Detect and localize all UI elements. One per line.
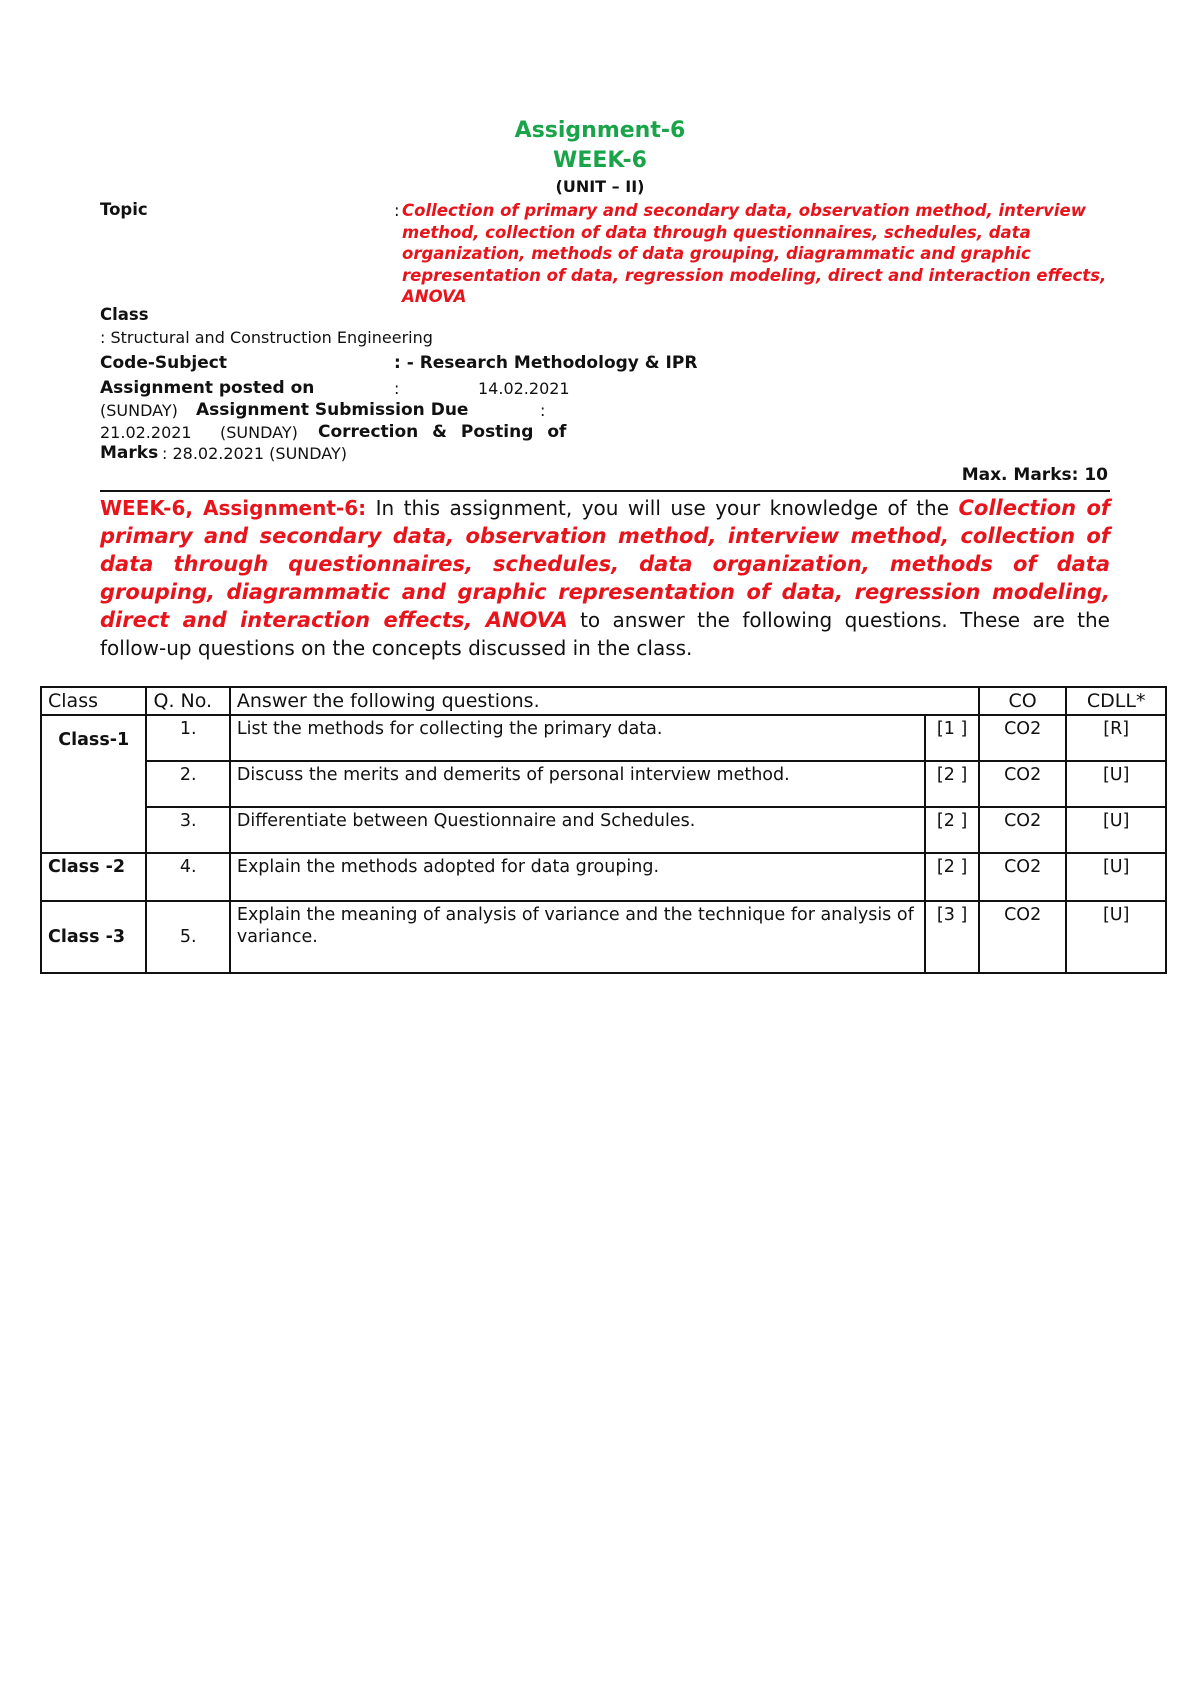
co-cell: CO2 bbox=[979, 761, 1066, 807]
class-cell: Class -2 bbox=[41, 853, 146, 901]
cdll-cell: [U] bbox=[1066, 807, 1166, 853]
posted-date: 14.02.2021 bbox=[478, 379, 570, 398]
qno-cell: 5. bbox=[146, 901, 229, 973]
assignment-title: Assignment-6 bbox=[514, 118, 686, 143]
posted-label: Assignment posted on bbox=[100, 378, 315, 398]
topic-text: Collection of primary and secondary data, observation method, interview method, collection of data through questionnaires, schedules, data organization, methods of data grouping, diagrammatic and graphic representation of data, regression modeling, direct and interaction effects, ANOVA bbox=[402, 201, 1107, 306]
topic-block bbox=[394, 200, 1114, 308]
intro-topics: Collection of primary and secondary data, observation method, interview method, collection of data through questionnaires, schedules, data organization, methods of data grouping, diagrammatic and graphic representation of data, regression modeling, direct and interaction effects, ANOVA bbox=[100, 496, 1111, 632]
question-cell: Differentiate between Questionnaire and Schedules. bbox=[230, 807, 925, 853]
cdll-cell: [U] bbox=[1066, 761, 1166, 807]
intro-lead: WEEK-6, Assignment-6: bbox=[100, 496, 367, 520]
marks-cell: [2 ] bbox=[925, 853, 979, 901]
intro-post: to answer the following questions. These are the follow-up questions on the concepts discussed in the class. bbox=[100, 608, 1110, 660]
question-cell: Explain the methods adopted for data grouping. bbox=[230, 853, 925, 901]
header-question: Answer the following questions. bbox=[230, 687, 979, 715]
table-row bbox=[41, 761, 1166, 807]
code-subject-label: Code-Subject bbox=[100, 353, 227, 373]
qno-cell: 4. bbox=[146, 853, 229, 901]
table-row bbox=[41, 807, 1166, 853]
marks-cell: [2 ] bbox=[925, 761, 979, 807]
unit-title: (UNIT – II) bbox=[555, 177, 645, 196]
max-marks: Max. Marks: 10 bbox=[961, 465, 1108, 485]
header-cdll: CDLL* bbox=[1066, 687, 1166, 715]
topic-label: Topic bbox=[100, 200, 148, 219]
class-cell: Class-1 bbox=[41, 715, 146, 853]
posted-separator: : bbox=[394, 379, 400, 398]
header-class: Class bbox=[41, 687, 146, 715]
marks-cell: [2 ] bbox=[925, 807, 979, 853]
qno-cell: 1. bbox=[146, 715, 229, 761]
code-subject-value: : - Research Methodology & IPR bbox=[394, 353, 698, 373]
question-cell: Discuss the merits and demerits of personal interview method. bbox=[230, 761, 925, 807]
co-cell: CO2 bbox=[979, 807, 1066, 853]
marks-cell: [1 ] bbox=[925, 715, 979, 761]
cdll-cell: [U] bbox=[1066, 901, 1166, 973]
header-co: CO bbox=[979, 687, 1066, 715]
class-value: : Structural and Construction Engineering bbox=[100, 328, 433, 347]
table-row bbox=[41, 901, 1166, 973]
marks-label: Marks bbox=[100, 443, 159, 463]
co-cell: CO2 bbox=[979, 901, 1066, 973]
correction-label: Correction & Posting of bbox=[318, 422, 567, 442]
table-row bbox=[41, 715, 1166, 761]
marks-cell: [3 ] bbox=[925, 901, 979, 973]
due-separator: : bbox=[540, 401, 546, 420]
posted-day: (SUNDAY) bbox=[100, 401, 178, 420]
topic-separator: : bbox=[394, 201, 400, 220]
due-day: (SUNDAY) bbox=[220, 423, 298, 442]
week-title: WEEK-6 bbox=[553, 148, 647, 173]
table-row bbox=[41, 853, 1166, 901]
cdll-cell: [U] bbox=[1066, 853, 1166, 901]
question-cell: Explain the meaning of analysis of variance and the technique for analysis of variance. bbox=[230, 901, 925, 973]
co-cell: CO2 bbox=[979, 715, 1066, 761]
cdll-cell: [R] bbox=[1066, 715, 1166, 761]
class-label: Class bbox=[100, 305, 149, 324]
questions-table bbox=[40, 686, 1167, 974]
qno-cell: 3. bbox=[146, 807, 229, 853]
table-header-row bbox=[41, 687, 1166, 715]
due-date: 21.02.2021 bbox=[100, 423, 192, 442]
intro-pre: In this assignment, you will use your knowledge of the bbox=[366, 496, 959, 520]
intro-paragraph bbox=[100, 494, 1110, 662]
question-cell: List the methods for collecting the primary data. bbox=[230, 715, 925, 761]
due-label: Assignment Submission Due bbox=[196, 400, 469, 420]
co-cell: CO2 bbox=[979, 853, 1066, 901]
marks-date: : 28.02.2021 (SUNDAY) bbox=[162, 444, 348, 463]
class-cell: Class -3 bbox=[41, 901, 146, 973]
header-qno: Q. No. bbox=[146, 687, 229, 715]
divider bbox=[100, 490, 1110, 492]
qno-cell: 2. bbox=[146, 761, 229, 807]
